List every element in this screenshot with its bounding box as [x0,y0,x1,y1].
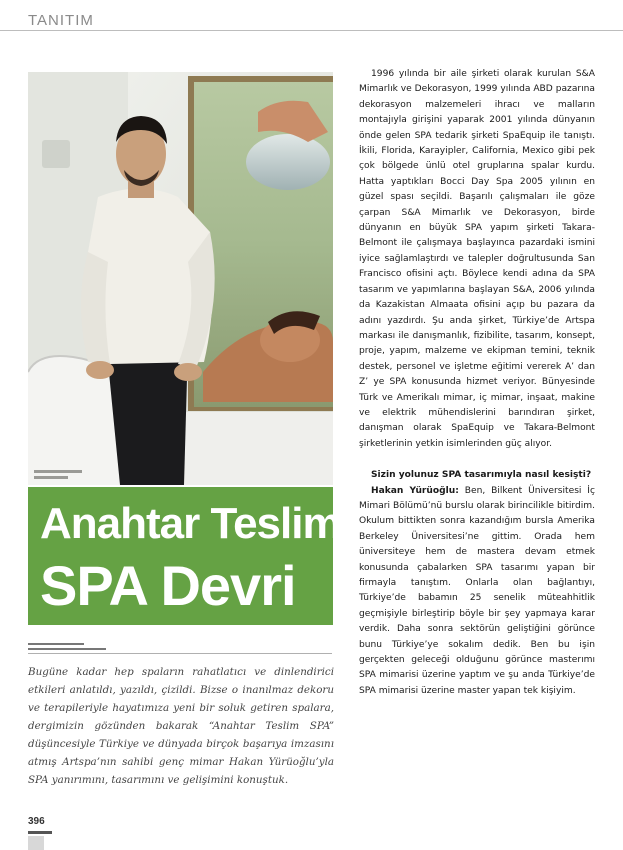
decorative-bar [28,643,84,645]
title-line-1: Anahtar Teslim [40,499,341,548]
section-label: TANITIM [28,12,94,29]
page-tab [28,836,44,850]
intro-paragraph: Bugüne kadar hep spaların rahatlatıcı ve dinlendirici etkileri anlatıldı, yazıldı, çizildi. Bizse o inanılmaz dekoru ve terapileriyle hayatımıza yeni bir soluk getiren spalara, dergimizin gözünden bakarak “Anahtar Teslim SPA” düşüncesiyle Türkiye ve dünyada birçok başarıya imzasını atmış Artspa’nın sahibi genç mimar Hakan Yürüoğlu’yla SPA yanırımını, tasarımını ve gelişimini konuştuk. [28,666,334,786]
header-rule [0,30,623,31]
page-number: 396 [28,816,45,827]
intro-rule [28,653,332,654]
interview-question: Sizin yolunuz SPA tasarımıyla nasıl kesişti? [371,470,592,481]
article-body [359,67,595,699]
interview-answer [359,484,595,700]
answer-text: Ben, Bilkent Üniversitesi İç Mimari Bölümü’nü burslu olarak birincilikle bitirdim. Okulum bittikten sonra kazandığım bursla Amerika Berkeley Üniversitesi’ne gittim. Orada hem üniversiteye hem de mastera devam etmek konusunda çabalarken SPA tasarımı yapan bir firmayla tanıştım. Onlarla olan bağlantıyı, Türkiye’de babamın 25 senelik müteahhitlik geçmişiyle birleştirip böyle bir şey yapmaya karar verdik. Daha sonra sektörün geliştiğini görünce bunu Türkiye’ye sokalım dedik. Ben bu işin gerçekten geleceği olduğunu görünce masterımı SPA mimarisi üzerine yaptım ve şu anda Türkiye’de SPA mimarisi üzerine master yapan tek kişiyim. [359,485,595,696]
architect-portrait-photo [28,72,333,485]
title-line-2: SPA Devri [40,554,296,617]
answer-speaker: Hakan Yürüoğlu: [371,485,459,496]
body-paragraph: 1996 yılında bir aile şirketi olarak kurulan S&A Mimarlık ve Dekorasyon, 1999 yılında ABD pazarına dekorasyon malzemeleri ihracı ve malların montajıyla girişini yaparak 2001 yılında dünyanın önde gelen SPA tedarik şirketi SpaEquip ile tanıştı. İkili, Florida, Karayipler, California, Mexico gibi pek çok bölgede ünlü otel gruplarına spalar kurdu. Hatta yaptıkları Bocci Day Spa 2005 yılının en güzel spası seçildi. Başarılı çalışmaları ile göze çarpan S&A Mimarlık ve Dekorasyon, birde dünyanın en büyük SPA yapım şirketi Takara-Belmont ile çalışmaya başlayınca pazardaki ismini iyice sağlamlaştırdı ve talepler doğrultusunda San Francisco ofisini açtı. Böylece kendi adına da SPA tasarım ve yapımlarına başlayan S&A, 2006 yılında da Kazakistan Almaata ofisini açıp bu pazara da adını yazdırdı. Şu anda şirket, Türkiye’de Artspa markası ile danışmanlık, fizibilite, tasarım, konsept, proje, yapım, malzeme ve ekipman temini, teknik destek, personel ve işletme eğitimi vererek A’ dan Z’ ye SPA konusunda hizmet veriyor. Bünyesinde Türk ve Amerikalı mimar, iç mimar, inşaat, makine ve elektrik mühendislerini barındıran şirket, danışman olarak SpaEquip ve Takara-Belmont şirketlerinin yetkin isimlerinden güç alıyor. [359,69,595,449]
page-number-bar [28,831,52,834]
decorative-bar [28,648,106,650]
title-box [28,487,341,625]
